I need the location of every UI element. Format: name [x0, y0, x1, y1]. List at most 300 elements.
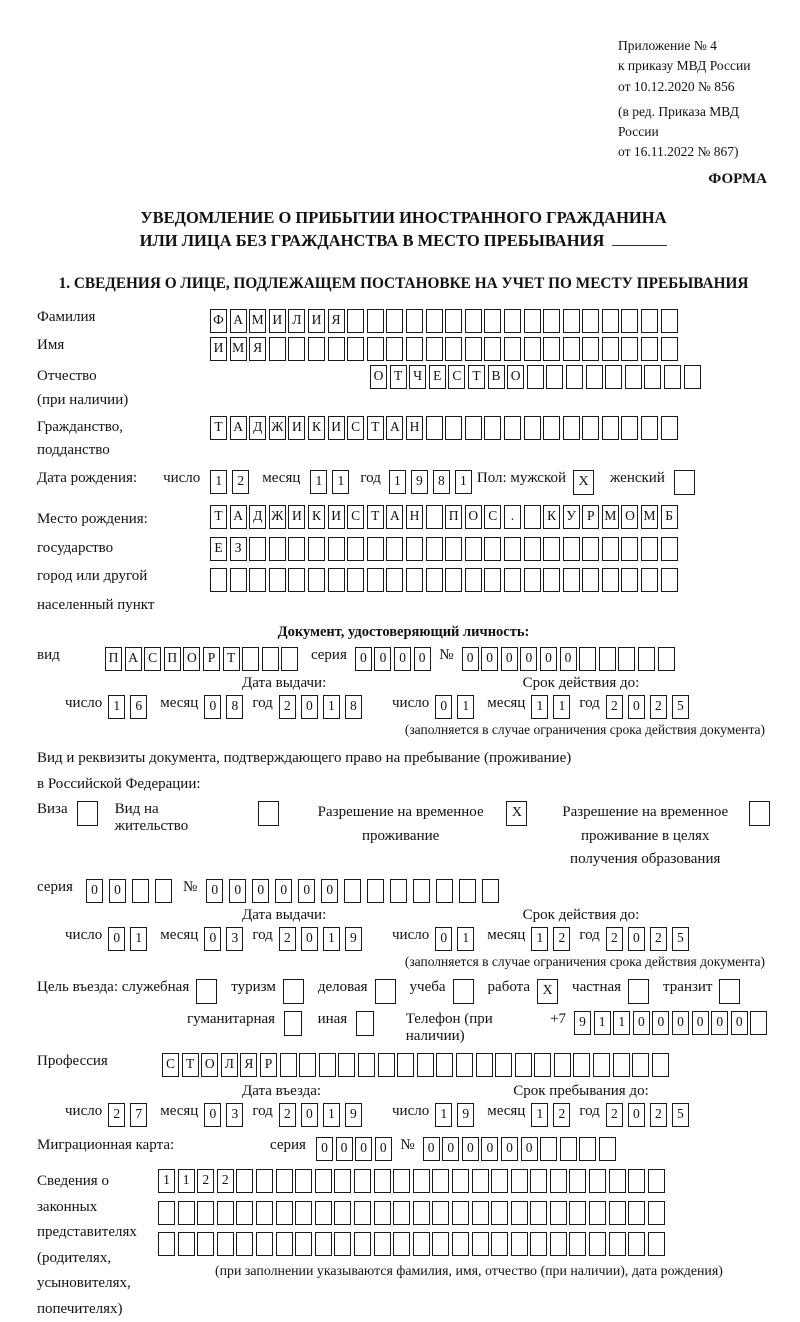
- char-box[interactable]: [393, 1169, 410, 1193]
- char-box[interactable]: [524, 309, 541, 333]
- purpose-private-checkbox[interactable]: [628, 979, 649, 1004]
- char-box[interactable]: [589, 1232, 606, 1256]
- char-box[interactable]: 0: [301, 927, 318, 951]
- char-box[interactable]: [367, 879, 384, 903]
- char-box[interactable]: [550, 1232, 567, 1256]
- char-box[interactable]: [579, 647, 596, 671]
- char-box[interactable]: 2: [553, 1103, 570, 1127]
- char-box[interactable]: 1: [130, 927, 147, 951]
- char-box[interactable]: А: [386, 416, 403, 440]
- char-box[interactable]: 1: [178, 1169, 195, 1193]
- char-box[interactable]: О: [465, 505, 482, 529]
- char-box[interactable]: [288, 568, 305, 592]
- char-box[interactable]: [393, 1232, 410, 1256]
- char-box[interactable]: 1: [323, 1103, 340, 1127]
- char-box[interactable]: [158, 1232, 175, 1256]
- char-box[interactable]: 1: [553, 695, 570, 719]
- char-box[interactable]: [527, 365, 544, 389]
- char-box[interactable]: 0: [374, 647, 391, 671]
- char-box[interactable]: 2: [606, 927, 623, 951]
- char-box[interactable]: 1: [457, 695, 474, 719]
- char-box[interactable]: [472, 1201, 489, 1225]
- char-box[interactable]: С: [347, 505, 364, 529]
- char-box[interactable]: 2: [650, 695, 667, 719]
- char-box[interactable]: Ж: [269, 505, 286, 529]
- char-box[interactable]: [750, 1011, 767, 1035]
- char-box[interactable]: [452, 1201, 469, 1225]
- purpose-business-checkbox[interactable]: [196, 979, 217, 1004]
- char-box[interactable]: [374, 1232, 391, 1256]
- edu-permit-checkbox[interactable]: [749, 801, 770, 826]
- char-box[interactable]: П: [445, 505, 462, 529]
- purpose-transit-checkbox[interactable]: [719, 979, 740, 1004]
- char-box[interactable]: М: [602, 505, 619, 529]
- visa-checkbox[interactable]: [77, 801, 98, 826]
- char-box[interactable]: [347, 337, 364, 361]
- char-box[interactable]: Н: [406, 416, 423, 440]
- char-box[interactable]: [684, 365, 701, 389]
- char-box[interactable]: 2: [232, 470, 249, 494]
- char-box[interactable]: [540, 1137, 557, 1161]
- char-box[interactable]: [426, 337, 443, 361]
- char-box[interactable]: Т: [182, 1053, 199, 1077]
- char-box[interactable]: [386, 337, 403, 361]
- char-box[interactable]: [648, 1232, 665, 1256]
- char-box[interactable]: 2: [606, 1103, 623, 1127]
- char-box[interactable]: [641, 537, 658, 561]
- char-box[interactable]: [566, 365, 583, 389]
- char-box[interactable]: [242, 647, 259, 671]
- char-box[interactable]: [550, 1169, 567, 1193]
- char-box[interactable]: У: [563, 505, 580, 529]
- char-box[interactable]: 1: [108, 695, 125, 719]
- char-box[interactable]: 1: [310, 470, 327, 494]
- char-box[interactable]: [269, 337, 286, 361]
- char-box[interactable]: [367, 568, 384, 592]
- char-box[interactable]: 0: [204, 927, 221, 951]
- char-box[interactable]: 0: [355, 1137, 372, 1161]
- char-box[interactable]: [664, 365, 681, 389]
- char-box[interactable]: С: [347, 416, 364, 440]
- char-box[interactable]: [543, 337, 560, 361]
- char-box[interactable]: Л: [288, 309, 305, 333]
- char-box[interactable]: 0: [520, 647, 537, 671]
- char-box[interactable]: [256, 1232, 273, 1256]
- char-box[interactable]: [319, 1053, 336, 1077]
- char-box[interactable]: Т: [367, 505, 384, 529]
- char-box[interactable]: [550, 1201, 567, 1225]
- char-box[interactable]: [256, 1201, 273, 1225]
- char-box[interactable]: [436, 1053, 453, 1077]
- char-box[interactable]: [511, 1232, 528, 1256]
- char-box[interactable]: [288, 537, 305, 561]
- char-box[interactable]: [602, 416, 619, 440]
- char-box[interactable]: О: [507, 365, 524, 389]
- char-box[interactable]: 8: [345, 695, 362, 719]
- char-box[interactable]: [452, 1169, 469, 1193]
- char-box[interactable]: [599, 1137, 616, 1161]
- char-box[interactable]: [269, 537, 286, 561]
- char-box[interactable]: О: [621, 505, 638, 529]
- char-box[interactable]: [217, 1201, 234, 1225]
- char-box[interactable]: [288, 337, 305, 361]
- purpose-delovaya-checkbox[interactable]: [375, 979, 396, 1004]
- char-box[interactable]: [358, 1053, 375, 1077]
- char-box[interactable]: [609, 1201, 626, 1225]
- char-box[interactable]: [432, 1169, 449, 1193]
- char-box[interactable]: [484, 309, 501, 333]
- char-box[interactable]: [648, 1169, 665, 1193]
- char-box[interactable]: [543, 568, 560, 592]
- char-box[interactable]: 0: [652, 1011, 669, 1035]
- char-box[interactable]: [628, 1232, 645, 1256]
- char-box[interactable]: 6: [130, 695, 147, 719]
- char-box[interactable]: [472, 1169, 489, 1193]
- char-box[interactable]: [445, 537, 462, 561]
- char-box[interactable]: [378, 1053, 395, 1077]
- char-box[interactable]: [569, 1232, 586, 1256]
- char-box[interactable]: [579, 1137, 596, 1161]
- char-box[interactable]: Б: [661, 505, 678, 529]
- char-box[interactable]: 5: [672, 695, 689, 719]
- char-box[interactable]: 0: [336, 1137, 353, 1161]
- char-box[interactable]: [569, 1201, 586, 1225]
- char-box[interactable]: 0: [481, 647, 498, 671]
- char-box[interactable]: [524, 337, 541, 361]
- char-box[interactable]: Е: [210, 537, 227, 561]
- char-box[interactable]: [661, 309, 678, 333]
- char-box[interactable]: [524, 537, 541, 561]
- char-box[interactable]: [530, 1169, 547, 1193]
- char-box[interactable]: [599, 647, 616, 671]
- char-box[interactable]: 1: [210, 470, 227, 494]
- char-box[interactable]: [197, 1201, 214, 1225]
- char-box[interactable]: 3: [226, 927, 243, 951]
- char-box[interactable]: [560, 1137, 577, 1161]
- char-box[interactable]: [563, 337, 580, 361]
- char-box[interactable]: 1: [594, 1011, 611, 1035]
- char-box[interactable]: [530, 1201, 547, 1225]
- char-box[interactable]: 0: [628, 1103, 645, 1127]
- char-box[interactable]: 2: [279, 1103, 296, 1127]
- char-box[interactable]: [406, 309, 423, 333]
- char-box[interactable]: И: [210, 337, 227, 361]
- char-box[interactable]: [230, 568, 247, 592]
- char-box[interactable]: [648, 1201, 665, 1225]
- char-box[interactable]: [613, 1053, 630, 1077]
- char-box[interactable]: Т: [468, 365, 485, 389]
- char-box[interactable]: 8: [226, 695, 243, 719]
- char-box[interactable]: 0: [672, 1011, 689, 1035]
- char-box[interactable]: [445, 568, 462, 592]
- char-box[interactable]: 1: [435, 1103, 452, 1127]
- char-box[interactable]: [295, 1201, 312, 1225]
- char-box[interactable]: [432, 1232, 449, 1256]
- char-box[interactable]: 2: [606, 695, 623, 719]
- char-box[interactable]: 0: [442, 1137, 459, 1161]
- char-box[interactable]: Н: [406, 505, 423, 529]
- char-box[interactable]: [621, 537, 638, 561]
- char-box[interactable]: 3: [226, 1103, 243, 1127]
- char-box[interactable]: Ч: [409, 365, 426, 389]
- char-box[interactable]: 0: [414, 647, 431, 671]
- char-box[interactable]: [390, 879, 407, 903]
- char-box[interactable]: А: [125, 647, 142, 671]
- char-box[interactable]: [563, 309, 580, 333]
- char-box[interactable]: [569, 1169, 586, 1193]
- char-box[interactable]: Р: [582, 505, 599, 529]
- char-box[interactable]: 1: [323, 927, 340, 951]
- char-box[interactable]: [582, 568, 599, 592]
- char-box[interactable]: [158, 1201, 175, 1225]
- char-box[interactable]: [132, 879, 149, 903]
- char-box[interactable]: .: [504, 505, 521, 529]
- char-box[interactable]: [426, 505, 443, 529]
- char-box[interactable]: [589, 1201, 606, 1225]
- char-box[interactable]: [256, 1169, 273, 1193]
- char-box[interactable]: М: [230, 337, 247, 361]
- char-box[interactable]: [618, 647, 635, 671]
- char-box[interactable]: Т: [210, 505, 227, 529]
- char-box[interactable]: [393, 1201, 410, 1225]
- char-box[interactable]: [586, 365, 603, 389]
- char-box[interactable]: [276, 1201, 293, 1225]
- char-box[interactable]: Д: [249, 505, 266, 529]
- char-box[interactable]: [308, 337, 325, 361]
- char-box[interactable]: А: [386, 505, 403, 529]
- char-box[interactable]: 2: [650, 1103, 667, 1127]
- char-box[interactable]: [445, 337, 462, 361]
- char-box[interactable]: [456, 1053, 473, 1077]
- char-box[interactable]: [641, 416, 658, 440]
- char-box[interactable]: [262, 647, 279, 671]
- char-box[interactable]: 0: [109, 879, 126, 903]
- char-box[interactable]: [413, 1201, 430, 1225]
- char-box[interactable]: [524, 505, 541, 529]
- char-box[interactable]: [582, 416, 599, 440]
- char-box[interactable]: [515, 1053, 532, 1077]
- char-box[interactable]: [299, 1053, 316, 1077]
- char-box[interactable]: 2: [279, 695, 296, 719]
- char-box[interactable]: [661, 568, 678, 592]
- char-box[interactable]: [482, 879, 499, 903]
- char-box[interactable]: Т: [223, 647, 240, 671]
- char-box[interactable]: Я: [328, 309, 345, 333]
- char-box[interactable]: 0: [633, 1011, 650, 1035]
- char-box[interactable]: 1: [531, 927, 548, 951]
- char-box[interactable]: [367, 337, 384, 361]
- char-box[interactable]: [354, 1232, 371, 1256]
- char-box[interactable]: В: [488, 365, 505, 389]
- char-box[interactable]: [328, 568, 345, 592]
- char-box[interactable]: 0: [321, 879, 338, 903]
- char-box[interactable]: 1: [332, 470, 349, 494]
- char-box[interactable]: Т: [210, 416, 227, 440]
- char-box[interactable]: [534, 1053, 551, 1077]
- char-box[interactable]: И: [269, 309, 286, 333]
- char-box[interactable]: С: [144, 647, 161, 671]
- char-box[interactable]: [295, 1232, 312, 1256]
- char-box[interactable]: 0: [692, 1011, 709, 1035]
- char-box[interactable]: [484, 337, 501, 361]
- char-box[interactable]: [406, 568, 423, 592]
- char-box[interactable]: [661, 337, 678, 361]
- char-box[interactable]: [334, 1201, 351, 1225]
- char-box[interactable]: П: [164, 647, 181, 671]
- char-box[interactable]: [511, 1169, 528, 1193]
- char-box[interactable]: [625, 365, 642, 389]
- char-box[interactable]: 2: [197, 1169, 214, 1193]
- char-box[interactable]: 0: [108, 927, 125, 951]
- char-box[interactable]: [276, 1169, 293, 1193]
- char-box[interactable]: 9: [345, 927, 362, 951]
- char-box[interactable]: О: [370, 365, 387, 389]
- char-box[interactable]: 2: [553, 927, 570, 951]
- char-box[interactable]: И: [308, 309, 325, 333]
- char-box[interactable]: Ф: [210, 309, 227, 333]
- char-box[interactable]: Л: [221, 1053, 238, 1077]
- char-box[interactable]: [652, 1053, 669, 1077]
- char-box[interactable]: [406, 337, 423, 361]
- char-box[interactable]: 0: [355, 647, 372, 671]
- char-box[interactable]: [465, 309, 482, 333]
- char-box[interactable]: 1: [455, 470, 472, 494]
- char-box[interactable]: [644, 365, 661, 389]
- char-box[interactable]: К: [543, 505, 560, 529]
- char-box[interactable]: [621, 309, 638, 333]
- char-box[interactable]: [641, 568, 658, 592]
- char-box[interactable]: [582, 309, 599, 333]
- char-box[interactable]: [236, 1232, 253, 1256]
- char-box[interactable]: [504, 309, 521, 333]
- char-box[interactable]: [589, 1169, 606, 1193]
- char-box[interactable]: 2: [217, 1169, 234, 1193]
- char-box[interactable]: [491, 1232, 508, 1256]
- char-box[interactable]: [386, 568, 403, 592]
- char-box[interactable]: 0: [394, 647, 411, 671]
- char-box[interactable]: [476, 1053, 493, 1077]
- char-box[interactable]: [374, 1201, 391, 1225]
- char-box[interactable]: Р: [260, 1053, 277, 1077]
- char-box[interactable]: [661, 416, 678, 440]
- char-box[interactable]: Р: [203, 647, 220, 671]
- char-box[interactable]: [178, 1201, 195, 1225]
- char-box[interactable]: А: [230, 505, 247, 529]
- char-box[interactable]: 0: [481, 1137, 498, 1161]
- purpose-other-checkbox[interactable]: [356, 1011, 374, 1036]
- char-box[interactable]: 0: [301, 695, 318, 719]
- char-box[interactable]: [621, 337, 638, 361]
- char-box[interactable]: [249, 568, 266, 592]
- char-box[interactable]: [609, 1169, 626, 1193]
- char-box[interactable]: О: [201, 1053, 218, 1077]
- char-box[interactable]: [605, 365, 622, 389]
- char-box[interactable]: Т: [390, 365, 407, 389]
- char-box[interactable]: Я: [249, 337, 266, 361]
- char-box[interactable]: [269, 568, 286, 592]
- char-box[interactable]: [484, 537, 501, 561]
- char-box[interactable]: [491, 1201, 508, 1225]
- char-box[interactable]: 0: [375, 1137, 392, 1161]
- char-box[interactable]: Т: [367, 416, 384, 440]
- char-box[interactable]: [491, 1169, 508, 1193]
- char-box[interactable]: [628, 1201, 645, 1225]
- char-box[interactable]: 0: [462, 1137, 479, 1161]
- char-box[interactable]: [354, 1169, 371, 1193]
- char-box[interactable]: [543, 416, 560, 440]
- char-box[interactable]: [638, 647, 655, 671]
- char-box[interactable]: [436, 879, 453, 903]
- char-box[interactable]: [334, 1169, 351, 1193]
- char-box[interactable]: [281, 647, 298, 671]
- char-box[interactable]: [593, 1053, 610, 1077]
- char-box[interactable]: [347, 309, 364, 333]
- char-box[interactable]: [178, 1232, 195, 1256]
- char-box[interactable]: 1: [613, 1011, 630, 1035]
- char-box[interactable]: [308, 537, 325, 561]
- char-box[interactable]: [344, 879, 361, 903]
- purpose-study-checkbox[interactable]: [453, 979, 474, 1004]
- char-box[interactable]: 5: [672, 1103, 689, 1127]
- char-box[interactable]: [308, 568, 325, 592]
- char-box[interactable]: [511, 1201, 528, 1225]
- char-box[interactable]: [621, 416, 638, 440]
- char-box[interactable]: [582, 537, 599, 561]
- char-box[interactable]: 0: [301, 1103, 318, 1127]
- char-box[interactable]: [426, 416, 443, 440]
- char-box[interactable]: 1: [323, 695, 340, 719]
- char-box[interactable]: [465, 337, 482, 361]
- char-box[interactable]: [504, 568, 521, 592]
- char-box[interactable]: 0: [462, 647, 479, 671]
- char-box[interactable]: [465, 416, 482, 440]
- char-box[interactable]: [334, 1232, 351, 1256]
- char-box[interactable]: [602, 309, 619, 333]
- char-box[interactable]: [658, 647, 675, 671]
- female-checkbox[interactable]: [674, 470, 695, 495]
- char-box[interactable]: [459, 879, 476, 903]
- char-box[interactable]: [397, 1053, 414, 1077]
- char-box[interactable]: [524, 568, 541, 592]
- char-box[interactable]: 0: [501, 647, 518, 671]
- char-box[interactable]: [315, 1201, 332, 1225]
- char-box[interactable]: О: [183, 647, 200, 671]
- char-box[interactable]: 1: [531, 695, 548, 719]
- char-box[interactable]: [155, 879, 172, 903]
- char-box[interactable]: 0: [229, 879, 246, 903]
- char-box[interactable]: 7: [130, 1103, 147, 1127]
- char-box[interactable]: [374, 1169, 391, 1193]
- char-box[interactable]: [367, 309, 384, 333]
- char-box[interactable]: [602, 568, 619, 592]
- char-box[interactable]: 2: [650, 927, 667, 951]
- char-box[interactable]: [280, 1053, 297, 1077]
- char-box[interactable]: [315, 1169, 332, 1193]
- char-box[interactable]: М: [641, 505, 658, 529]
- char-box[interactable]: [328, 537, 345, 561]
- char-box[interactable]: [295, 1169, 312, 1193]
- char-box[interactable]: [426, 537, 443, 561]
- char-box[interactable]: [661, 537, 678, 561]
- char-box[interactable]: [524, 416, 541, 440]
- char-box[interactable]: [236, 1201, 253, 1225]
- char-box[interactable]: [504, 416, 521, 440]
- char-box[interactable]: [504, 337, 521, 361]
- char-box[interactable]: [563, 537, 580, 561]
- char-box[interactable]: [249, 537, 266, 561]
- char-box[interactable]: 0: [206, 879, 223, 903]
- char-box[interactable]: [347, 568, 364, 592]
